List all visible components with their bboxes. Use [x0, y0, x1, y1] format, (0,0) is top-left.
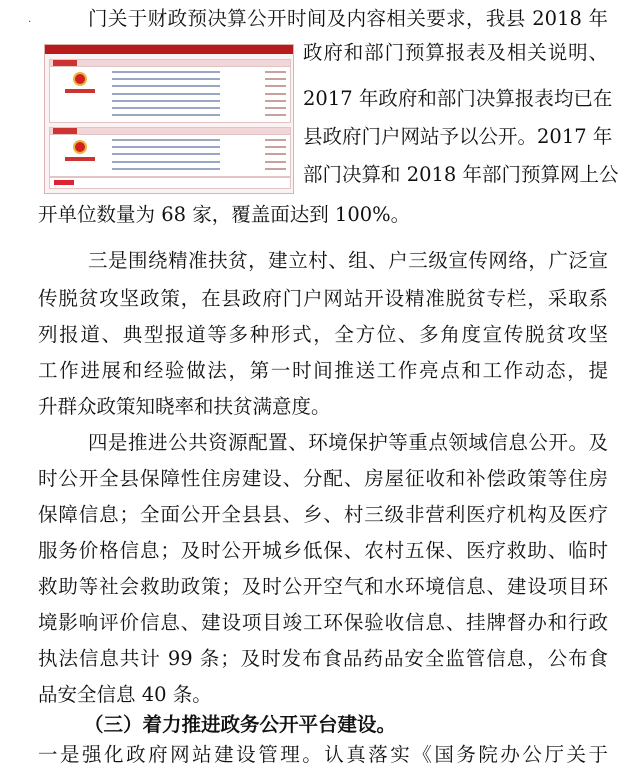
- portal-footer-bar: [49, 177, 291, 189]
- text-line: 一是强化政府网站建设管理。认真落实《国务院办公厅关于: [38, 743, 608, 766]
- text-line: 传脱贫攻坚政策，在县政府门户网站开设精准脱贫专栏，采取系: [38, 287, 608, 310]
- emblem-icon: [54, 70, 106, 100]
- portal-panel-final-accounts: [49, 127, 291, 177]
- text-line: 时公开全县保障性住房建设、分配、房屋征收和补偿政策等住房: [38, 467, 608, 490]
- portal-nav-bar: [45, 45, 293, 54]
- text-line: 执法信息共计 99 条；及时发布食品药品安全监管信息，公布食: [38, 647, 608, 670]
- text-line: 县政府门户网站予以公开。2017 年: [303, 125, 613, 148]
- text-line: 政府和部门预算报表及相关说明、: [303, 41, 608, 64]
- text-line: 保障信息；全面公开全县县、乡、村三级非营利医疗机构及医疗: [38, 503, 608, 526]
- text-line: 三是围绕精准扶贫，建立村、组、户三级宣传网络，广泛宣: [88, 249, 608, 272]
- portal-screenshot: [44, 44, 294, 194]
- emblem-icon: [54, 138, 106, 168]
- page-mark: .: [28, 14, 32, 25]
- text-line: 2017 年政府和部门决算报表均已在: [303, 87, 613, 110]
- text-line: 门关于财政预决算公开时间及内容相关要求，我县 2018 年: [88, 7, 608, 30]
- text-line: 四是推进公共资源配置、环境保护等重点领域信息公开。及: [88, 431, 608, 454]
- text-line: 品安全信息 40 条。: [38, 683, 212, 706]
- portal-panel-budget: [49, 59, 291, 123]
- text-line: 服务价格信息；及时公开城乡低保、农村五保、医疗救助、临时: [38, 539, 608, 562]
- text-line: 升群众政策知晓率和扶贫满意度。: [38, 395, 331, 418]
- text-line: 开单位数量为 68 家，覆盖面达到 100%。: [38, 203, 411, 226]
- section-heading: （三）着力推进政务公开平台建设。: [84, 713, 397, 736]
- text-line: 救助等社会救助政策；及时公开空气和水环境信息、建设项目环: [38, 575, 608, 598]
- text-line: 境影响评价信息、建设项目竣工环保验收信息、挂牌督办和行政: [38, 611, 608, 634]
- text-line: 列报道、典型报道等多种形式，全方位、多角度宣传脱贫攻坚: [38, 323, 608, 346]
- text-line: 工作进展和经验做法，第一时间推送工作亮点和工作动态，提: [38, 359, 608, 382]
- text-line: 部门决算和 2018 年部门预算网上公: [303, 163, 619, 186]
